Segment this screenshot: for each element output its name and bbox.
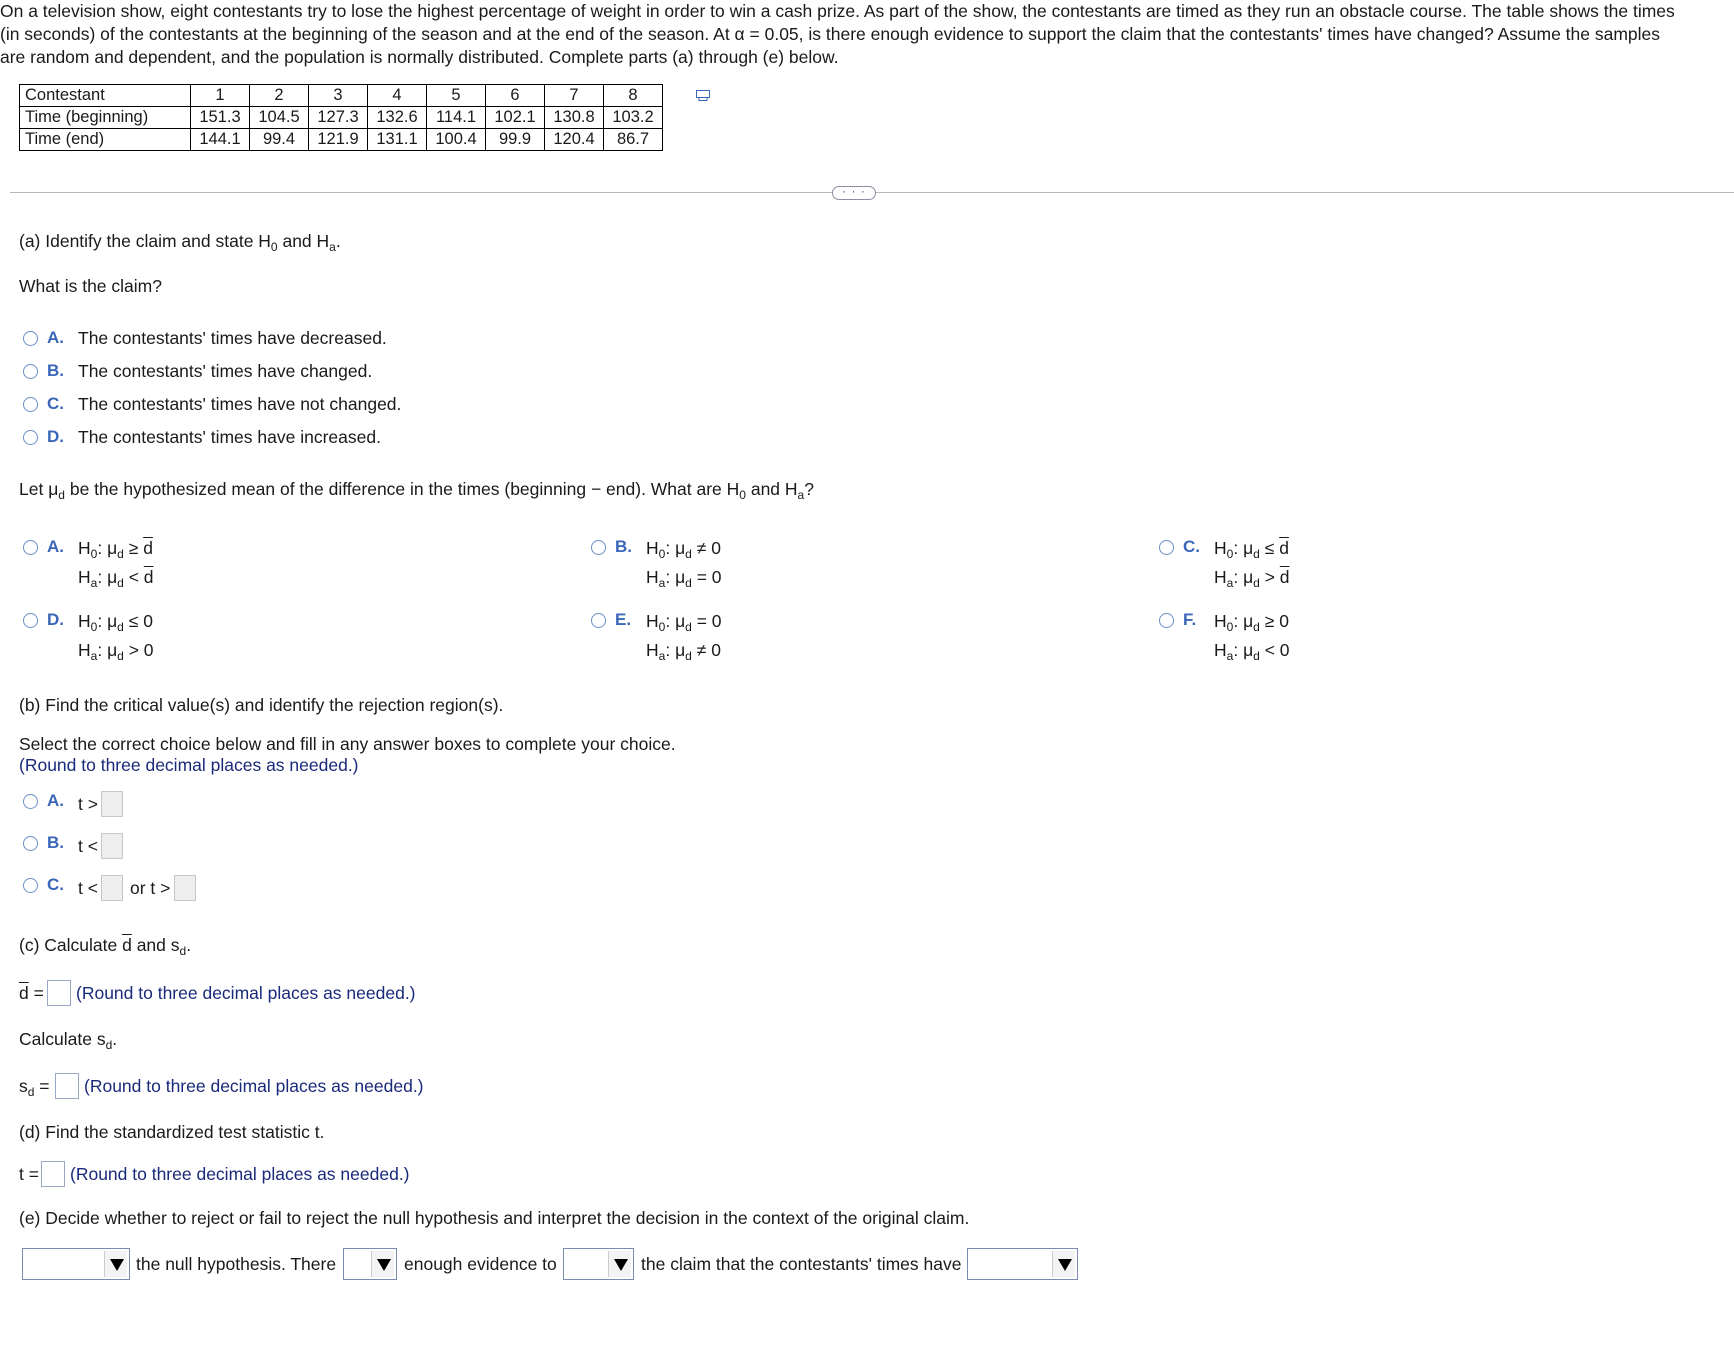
table-cell: 121.9 [309, 129, 368, 151]
table-cell: 3 [309, 85, 368, 107]
calc-sd-text: Calculate $s_d$. [19, 1029, 118, 1052]
table-cell: 131.1 [368, 129, 427, 151]
critical-value-upper-input[interactable] [174, 875, 196, 901]
table-cell: 99.9 [486, 129, 545, 151]
alternative-hypothesis: $H_a$: $\mu_d > \overline{d}$ [1214, 567, 1290, 590]
radio-button[interactable] [23, 836, 38, 851]
hypothesis-question: Let $\mu_d$ be the hypothesized mean of the difference in the times (beginning − end). What are $H_0$ and $H_a$? [19, 479, 814, 502]
critical-value-input[interactable] [101, 791, 123, 817]
radio-button[interactable] [591, 613, 606, 628]
chevron-down-icon [104, 1251, 127, 1277]
data-table [19, 84, 663, 151]
table-cell: 7 [545, 85, 604, 107]
problem-statement: On a television show, eight contestants try to lose the highest percentage of weight in order to win a cash prize. As part of the show, the contestants are timed as they run an obstacle course. The table shows the times (in seconds) of the contestants at the beginning of the season and at the end of the season. At α = 0.05, is there enough evidence to support the claim that the contestants' times have changed? Assume the samples are random and dependent, and the population is normally distributed. Complete parts (a) through (e) below. [0, 1, 1675, 67]
times-changed-dropdown[interactable] [967, 1248, 1078, 1280]
null-hypothesis: $H_0$: $\mu_d = 0$ [646, 611, 722, 634]
alternative-hypothesis: $H_a$: $\mu_d < 0$ [1214, 640, 1290, 663]
table-cell: 114.1 [427, 107, 486, 129]
option-letter: A. [47, 328, 64, 347]
null-hypothesis: $H_0$: $\mu_d \ge \overline{d}$ [78, 538, 153, 561]
option-text: t < [78, 878, 98, 898]
option-letter: A. [47, 537, 64, 556]
evidence-dropdown[interactable] [343, 1248, 397, 1280]
table-row [20, 107, 663, 129]
radio-button[interactable] [23, 364, 38, 379]
part-c-heading: (c) Calculate $\overline{d}$ and $s_d$. [19, 935, 192, 958]
option-text: or t > [130, 878, 171, 898]
table-row-label: Time (beginning) [20, 107, 191, 129]
table-cell: 127.3 [309, 107, 368, 129]
sd-input[interactable] [55, 1073, 79, 1099]
table-cell: 1 [191, 85, 250, 107]
round-note: (Round to three decimal places as needed.) [84, 1076, 424, 1096]
option-text: t > [78, 794, 98, 814]
table-cell: 8 [604, 85, 663, 107]
t-label: t = [19, 1164, 39, 1184]
part-b-heading: (b) Find the critical value(s) and identify the rejection region(s). [19, 695, 504, 715]
decision-text: the claim that the contestants' times have [641, 1254, 962, 1274]
table-cell: 86.7 [604, 129, 663, 151]
option-text: The contestants' times have not changed. [78, 394, 402, 414]
table-cell: 104.5 [250, 107, 309, 129]
alternative-hypothesis: $H_a$: $\mu_d \ne 0$ [646, 640, 721, 663]
null-hypothesis: $H_0$: $\mu_d \ne 0$ [646, 538, 721, 561]
table-cell: 6 [486, 85, 545, 107]
table-row-label: Time (end) [20, 129, 191, 151]
option-letter: B. [615, 537, 632, 556]
option-text: The contestants' times have decreased. [78, 328, 387, 348]
table-header-label: Contestant [20, 85, 191, 107]
option-letter: C. [47, 394, 64, 413]
option-letter: B. [47, 833, 64, 852]
part-d-heading: (d) Find the standardized test statistic t. [19, 1122, 325, 1142]
option-letter: B. [47, 361, 64, 380]
part-b-instruction: Select the correct choice below and fill in any answer boxes to complete your choice. [19, 734, 676, 754]
table-cell: 132.6 [368, 107, 427, 129]
chevron-down-icon [371, 1251, 394, 1277]
table-cell: 120.4 [545, 129, 604, 151]
round-note: (Round to three decimal places as needed.) [76, 983, 416, 1003]
round-note: (Round to three decimal places as needed.) [70, 1164, 410, 1184]
radio-button[interactable] [23, 794, 38, 809]
option-letter: C. [1183, 537, 1200, 556]
radio-button[interactable] [23, 878, 38, 893]
radio-button[interactable] [23, 540, 38, 555]
critical-value-input[interactable] [101, 833, 123, 859]
option-text: The contestants' times have increased. [78, 427, 381, 447]
dbar-input[interactable] [47, 980, 71, 1006]
radio-button[interactable] [1159, 613, 1174, 628]
round-note: (Round to three decimal places as needed.) [19, 755, 359, 775]
table-cell: 144.1 [191, 129, 250, 151]
dbar-label: $\overline{d}$ = [19, 983, 44, 1003]
decision-text: enough evidence to [404, 1254, 557, 1274]
radio-button[interactable] [23, 331, 38, 346]
alternative-hypothesis: $H_a$: $\mu_d < \overline{d}$ [78, 567, 154, 590]
support-dropdown[interactable] [563, 1248, 634, 1280]
option-letter: D. [47, 427, 64, 446]
radio-button[interactable] [23, 397, 38, 412]
null-hypothesis: $H_0$: $\mu_d \le 0$ [78, 611, 153, 634]
table-row [20, 129, 663, 151]
option-letter: A. [47, 791, 64, 810]
table-cell: 99.4 [250, 129, 309, 151]
alternative-hypothesis: $H_a$: $\mu_d = 0$ [646, 567, 722, 590]
table-cell: 151.3 [191, 107, 250, 129]
table-cell: 130.8 [545, 107, 604, 129]
table-cell: 5 [427, 85, 486, 107]
table-cell: 2 [250, 85, 309, 107]
table-cell: 4 [368, 85, 427, 107]
t-statistic-input[interactable] [41, 1161, 65, 1187]
radio-button[interactable] [23, 430, 38, 445]
claim-question: What is the claim? [19, 276, 162, 296]
reject-decision-dropdown[interactable] [22, 1248, 130, 1280]
part-a-heading: (a) Identify the claim and state $H_0$ and $H_a$. [19, 231, 341, 254]
part-e-heading: (e) Decide whether to reject or fail to reject the null hypothesis and interpret the decision in the context of the original claim. [19, 1208, 970, 1228]
table-cell: 102.1 [486, 107, 545, 129]
critical-value-lower-input[interactable] [101, 875, 123, 901]
chevron-down-icon [1052, 1251, 1075, 1277]
null-hypothesis: $H_0$: $\mu_d \le \overline{d}$ [1214, 538, 1289, 561]
copy-table-icon[interactable] [696, 90, 710, 102]
option-letter: D. [47, 610, 64, 629]
option-letter: F. [1183, 610, 1197, 629]
radio-button[interactable] [23, 613, 38, 628]
sd-label: $s_d$ = [19, 1076, 50, 1099]
table-header-row [20, 85, 663, 107]
table-cell: 100.4 [427, 129, 486, 151]
option-text: t < [78, 836, 98, 856]
expand-button[interactable]: · · · [832, 186, 876, 200]
alternative-hypothesis: $H_a$: $\mu_d > 0$ [78, 640, 154, 663]
radio-button[interactable] [591, 540, 606, 555]
option-letter: C. [47, 875, 64, 894]
chevron-down-icon [608, 1251, 631, 1277]
table-cell: 103.2 [604, 107, 663, 129]
option-letter: E. [615, 610, 632, 629]
radio-button[interactable] [1159, 540, 1174, 555]
option-text: The contestants' times have changed. [78, 361, 373, 381]
decision-text: the null hypothesis. There [136, 1254, 337, 1274]
null-hypothesis: $H_0$: $\mu_d \ge 0$ [1214, 611, 1289, 634]
